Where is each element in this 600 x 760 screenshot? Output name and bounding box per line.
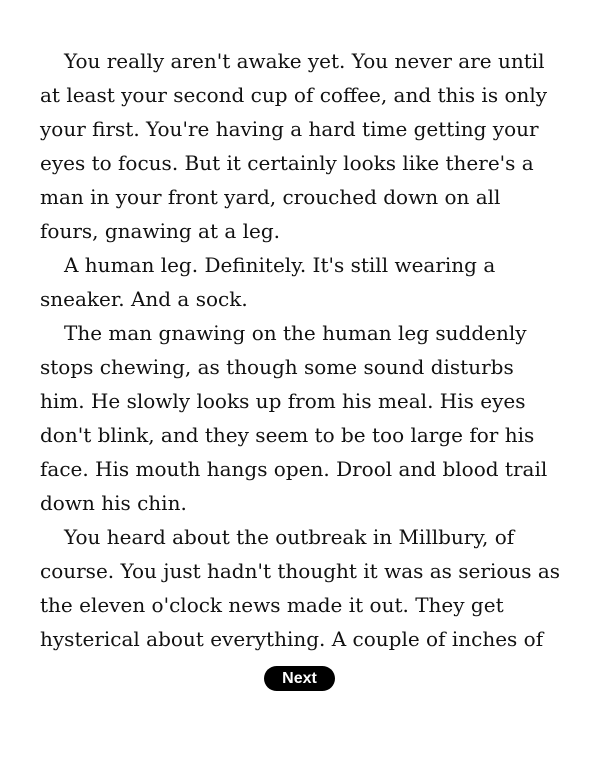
- story-paragraph: A human leg. Definitely. It's still wearing a sneaker. And a sock.: [40, 253, 496, 311]
- story-text: [40, 44, 564, 656]
- story-paragraph: You heard about the outbreak in Millbury, of course. You just hadn't thought it was as serious as the eleven o'clock news made it out. They get hysterical about everything. A couple of inches of: [40, 525, 561, 651]
- next-button[interactable]: Next: [264, 666, 335, 691]
- story-paragraph: The man gnawing on the human leg suddenly stops chewing, as though some sound disturbs him. He slowly looks up from his meal. His eyes don't blink, and they seem to be too large for his face. His mouth hangs open. Drool and blood trail down his chin.: [40, 321, 548, 515]
- story-paragraph: You really aren't awake yet. You never are until at least your second cup of coffee, and this is only your first. You're having a hard time getting your eyes to focus. But it certainly looks like there's a man in your front yard, crouched down on all fours, gnawing at a leg.: [40, 49, 548, 243]
